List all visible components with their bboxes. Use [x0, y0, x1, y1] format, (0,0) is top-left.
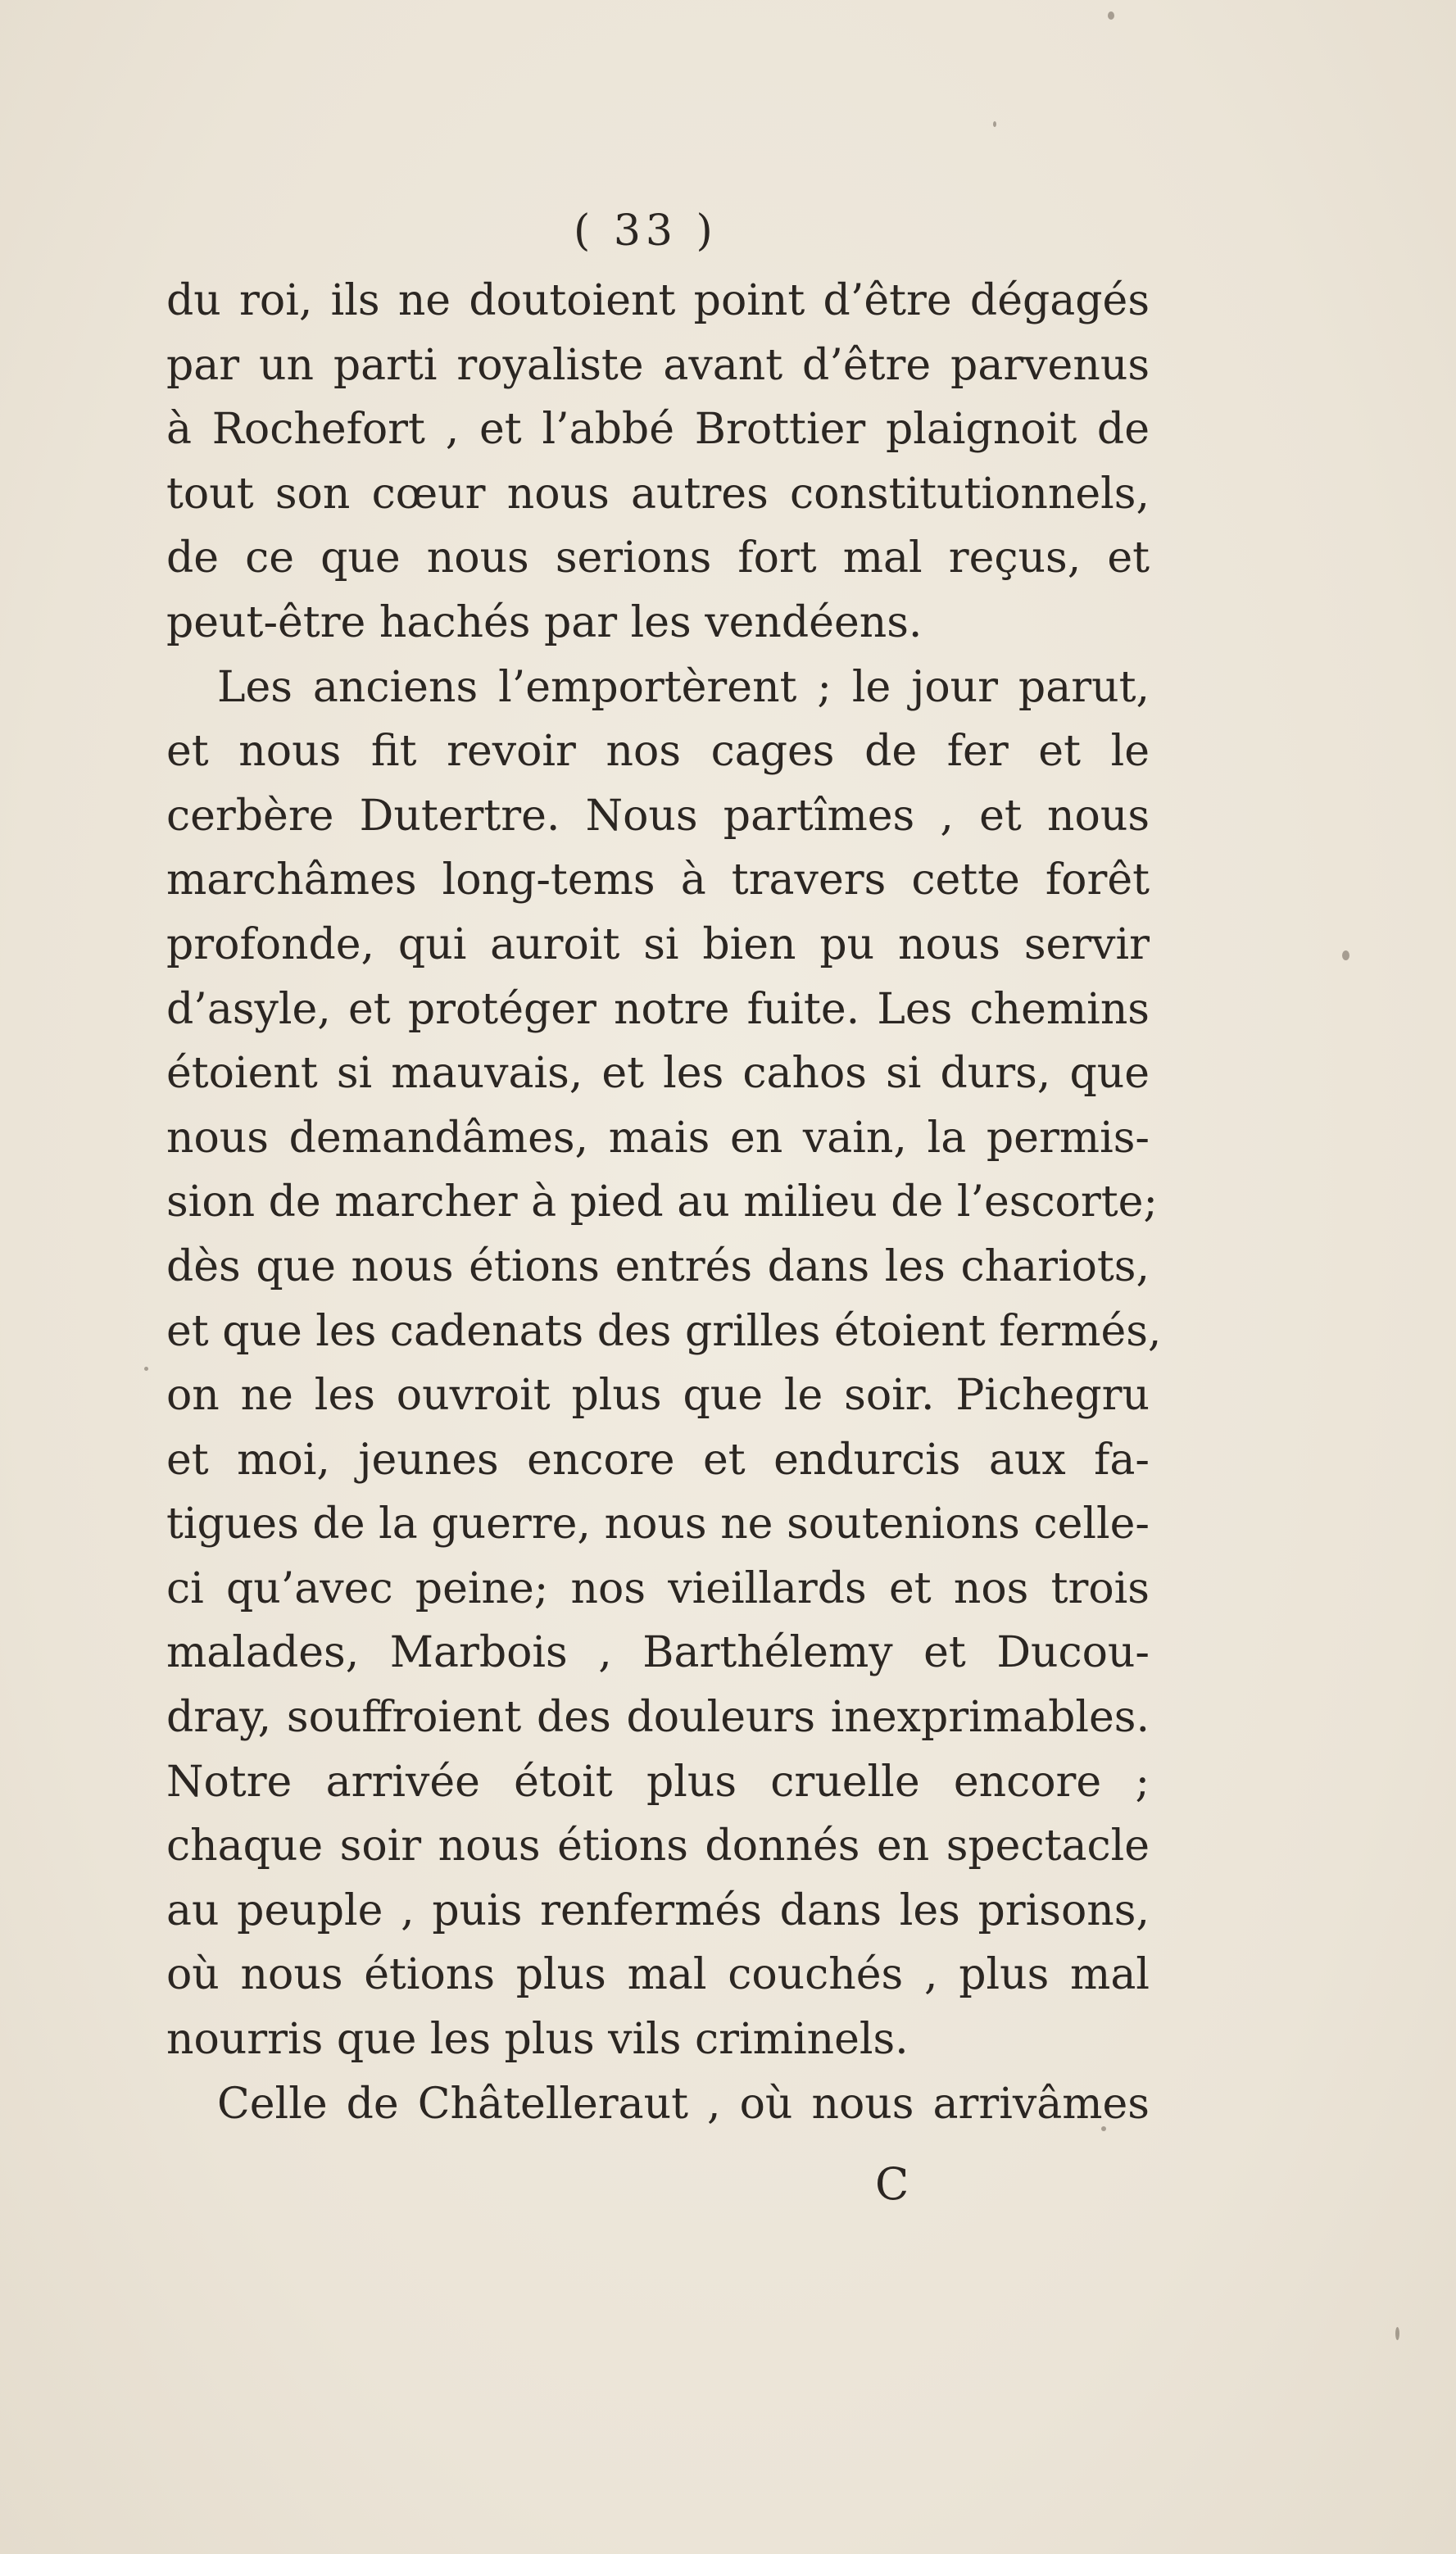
text-line: et nous fit revoir nos cages de fer et le [166, 727, 1150, 777]
text-line: malades, Marbois , Barthélemy et Ducou- [166, 1628, 1150, 1678]
text-line: du roi, ils ne doutoient point d’être dégagés [166, 276, 1150, 325]
text-line: sion de marcher à pied au milieu de l’escorte; [166, 1177, 1158, 1227]
text-line: à Rochefort , et l’abbé Brottier plaignoit de [166, 405, 1150, 455]
text-line: tigues de la guerre, nous ne soutenions celle- [166, 1499, 1150, 1549]
ink-speck [993, 121, 996, 127]
text-line: nourris que les plus vils criminels. [166, 2015, 909, 2065]
text-line: peut-être hachés par les vendéens. [166, 597, 923, 647]
text-line: d’asyle, et protéger notre fuite. Les chemins [166, 984, 1150, 1034]
text-line: étoient si mauvais, et les cahos si durs, que [166, 1049, 1150, 1099]
body-text [166, 269, 1162, 2136]
ink-speck [1342, 950, 1349, 960]
text-line: et moi, jeunes encore et endurcis aux fa- [166, 1435, 1150, 1485]
text-line: on ne les ouvroit plus que le soir. Pichegru [166, 1371, 1150, 1421]
paragraph-start-line: Les anciens l’emportèrent ; le jour parut, [217, 662, 1150, 712]
text-line: marchâmes long-tems à travers cette forêt [166, 855, 1150, 905]
text-line: profonde, qui auroit si bien pu nous servir [166, 919, 1150, 969]
text-line: de ce que nous serions fort mal reçus, et [166, 533, 1150, 583]
paragraph-start-line: Celle de Châtelleraut , où nous arrivâmes [217, 2079, 1150, 2129]
text-line: cerbère Dutertre. Nous partîmes , et nous [166, 791, 1150, 841]
ink-speck [1108, 11, 1114, 20]
text-line: nous demandâmes, mais en vain, la permis- [166, 1113, 1150, 1163]
text-line: chaque soir nous étions donnés en spectacle [166, 1821, 1150, 1871]
signature-mark: C [875, 2158, 911, 2210]
text-line: dès que nous étions entrés dans les chariots, [166, 1241, 1150, 1291]
text-line: où nous étions plus mal couchés , plus mal [166, 1950, 1150, 2000]
text-line: et que les cadenats des grilles étoient fermés, [166, 1306, 1162, 1356]
text-line: dray, souffroient des douleurs inexprimables. [166, 1693, 1150, 1743]
text-line: au peuple , puis renfermés dans les prisons, [166, 1885, 1150, 1935]
text-line: Notre arrivée étoit plus cruelle encore ; [166, 1757, 1150, 1807]
ink-speck [144, 1367, 148, 1371]
page-number: ( 33 ) [574, 206, 718, 256]
text-line: par un parti royaliste avant d’être parvenus [166, 340, 1150, 390]
ink-speck [1395, 2327, 1399, 2340]
text-line: tout son cœur nous autres constitutionnels, [166, 469, 1150, 519]
text-line: ci qu’avec peine; nos vieillards et nos trois [166, 1563, 1150, 1613]
